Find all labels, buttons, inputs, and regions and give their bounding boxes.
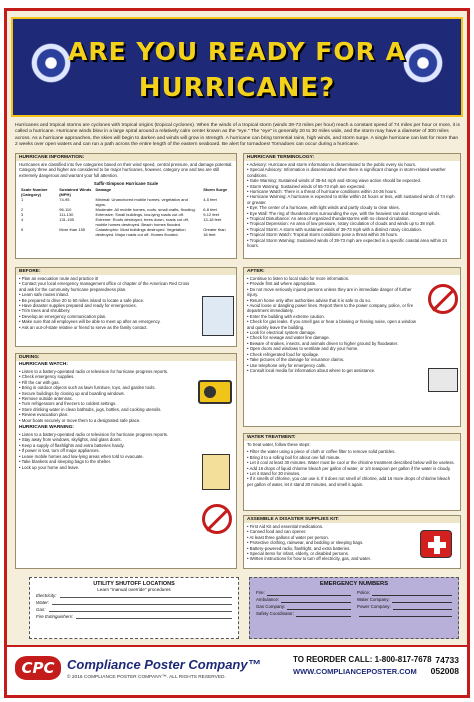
table-cell: 111-130 <box>59 212 74 218</box>
warning-heading: HURRICANE WARNING: <box>16 424 236 431</box>
scale-title: Saffir-Simpson Hurricane Scale <box>93 181 159 187</box>
emergency-field <box>256 596 351 603</box>
after-item: • Consult local media for information about where to get assistance. <box>247 368 417 373</box>
emergency-field <box>357 603 452 610</box>
table-header: Scale Number (Category) <box>21 187 48 198</box>
write-in-line[interactable] <box>52 600 232 605</box>
kit-item: • Special items for infant, elderly, or disabled persons. <box>247 551 411 556</box>
field-label: Police: <box>357 590 371 595</box>
field-label: Safety Coordinator: <box>256 611 294 616</box>
no-candle-icon <box>202 504 232 534</box>
section-heading: HURRICANE TERMINOLOGY: <box>244 154 460 161</box>
footer <box>7 645 467 695</box>
field-label: Fire Extinguishers: <box>36 614 74 619</box>
table-row <box>19 217 230 227</box>
watch-item: • Moor boats securely or move them to a designated safe place. <box>19 418 189 423</box>
water-step: • Let it stand for 30 minutes. <box>247 471 457 476</box>
terminology-item: • Hurricane Watch: There is a threat of hurricane conditions within 24-36 hours. <box>247 189 457 194</box>
terminology-list <box>244 161 460 250</box>
table-header: Sustained Winds (MPH) <box>59 187 92 198</box>
write-in-line[interactable] <box>392 596 452 603</box>
after-item: • Enter the building with extreme caution. <box>247 314 417 319</box>
water-step: • Let it cool at least 30 minutes. Water must be cool or the chlorine treatment described below will be useless. <box>247 460 457 465</box>
kit-item: • Protective clothing, rainwear, and bedding or sleeping bags. <box>247 540 411 545</box>
emergency-field <box>357 589 452 596</box>
before-item: • Develop an emergency communication plan. <box>19 314 193 319</box>
table-cell: Catastrophic: Most buildings destroyed. Vegetation destroyed. Major roads cut off. Homes flooded. <box>95 227 186 238</box>
kit-item: • Battery-powered radio, flashlight, and extra batteries. <box>247 546 411 551</box>
supplies-kit-section <box>243 515 461 569</box>
write-in-line[interactable] <box>372 589 452 596</box>
utility-subtitle: Learn "manual override" procedures <box>97 587 171 592</box>
terminology-item: • Tropical Storm Watch: Tropical storm conditions pose a threat within 36 hours. <box>247 232 457 237</box>
telephone-icon <box>428 368 458 392</box>
cpc-logo: CPC <box>15 656 61 680</box>
table-cell: 131-155 <box>59 217 74 223</box>
emergency-field <box>357 596 452 603</box>
utility-field <box>30 599 238 606</box>
utility-shutoff-box <box>29 577 239 639</box>
section-heading: ASSEMBLE A DISASTER SUPPLIES KIT: <box>244 516 460 523</box>
emergency-numbers-box <box>249 577 459 639</box>
section-heading: HURRICANE INFORMATION: <box>16 154 236 161</box>
watch-item: • Check emergency supplies. <box>19 374 189 379</box>
write-in-line[interactable] <box>60 593 232 598</box>
emergency-title: EMERGENCY NUMBERS <box>319 581 389 587</box>
no-power-lines-icon <box>428 284 458 314</box>
terminology-item: • Tropical Depression: An area of low pressure, rotary circulation of clouds and winds up to 38 mph. <box>247 221 457 226</box>
before-list <box>16 275 196 331</box>
watch-item: • Turn refrigerators and freezers to coldest settings. <box>19 401 189 406</box>
table-cell: 13-18 feet <box>203 217 222 223</box>
table-cell: 96-110 <box>59 207 72 213</box>
before-item: • Trim trees and shrubbery. <box>19 308 193 313</box>
watch-item: • Review evacuation plan. <box>19 412 189 417</box>
field-label: Electricity: <box>36 593 57 598</box>
website-link[interactable]: WWW.COMPLIANCEPOSTER.COM <box>293 667 417 676</box>
terminology-item: • Storm Warning: Sustained winds of 55-73 mph are expected. <box>247 184 457 189</box>
terminology-item: • Gale Warning: Sustained winds of 35-54 mph and strong wave action should be expected. <box>247 178 457 183</box>
before-item: • Plan an evacuation route and practice it! <box>19 276 193 281</box>
kit-item: • Canned food and can opener. <box>247 529 411 534</box>
copyright: © 2016 COMPLIANCE POSTER COMPANY™. ALL RIGHTS RESERVED. <box>67 675 226 680</box>
field-label: Ambulance: <box>256 597 280 602</box>
after-item: • Do not move seriously injured persons unless they are in immediate danger of further injury. <box>247 287 417 298</box>
terminology-item: • Hurricane Warning: A hurricane is expected to strike within 24 hours or less, with sustained winds of 74 mph or greater. <box>247 194 457 205</box>
watch-item: • Fill the car with gas. <box>19 380 189 385</box>
after-item: • Return home only after authorities advise that it is safe to do so. <box>247 298 417 303</box>
table-cell: Greater than 18 feet <box>203 227 226 238</box>
table-cell: Minimal: Unanchored mobile homes, vegetation and signs. <box>95 197 188 208</box>
warning-item: • Take blankets and sleeping bags to the shelter. <box>19 459 189 464</box>
write-in-line[interactable] <box>287 603 351 610</box>
section-heading: AFTER: <box>244 268 460 275</box>
water-lead: To treat water, follow these steps: <box>247 442 311 447</box>
terminology-item: • Advisory: Hurricane and storm information is disseminated to the public every six hours. <box>247 162 457 167</box>
table-cell: 4-5 feet <box>203 197 217 203</box>
utility-field <box>30 606 238 613</box>
kit-list <box>244 523 414 563</box>
hurricane-terminology-section <box>243 153 461 259</box>
after-item: • Check for sewage and water line damage. <box>247 335 417 340</box>
watch-item: • Store drinking water in clean bathtubs, jugs, bottles, and cooking utensils. <box>19 407 189 412</box>
terminology-item: • Tropical Storm: A storm with sustained winds of 39-73 mph with a distinct rotary circulation. <box>247 227 457 232</box>
water-step: • If it smells of chlorine, you can use it. If it does not smell of chlorine, add 16 more drops of chlorine bleach per gallon of water, let it stand 30 minutes, and smell it again. <box>247 476 457 487</box>
evacuation-sign-icon <box>202 454 230 490</box>
write-in-line[interactable] <box>267 589 351 596</box>
warning-item: • Stay away from windows, skylights, and glass doors. <box>19 437 189 442</box>
table-cell: 6-8 feet <box>203 207 217 213</box>
after-item: • Use telephone only for emergency calls. <box>247 363 417 368</box>
table-row <box>19 197 230 207</box>
after-item: • Open doors and windows to ventilate and dry your home. <box>247 346 417 351</box>
emergency-field <box>256 603 351 610</box>
table-cell: 3 <box>21 212 24 218</box>
watch-item: • Secure buildings by closing up and boarding windows. <box>19 391 189 396</box>
after-item: • Take pictures of the damage for insurance claims. <box>247 357 417 362</box>
before-item: • Make sure that all employees will be able to meet up after an emergency. <box>19 319 193 324</box>
water-list <box>244 448 460 488</box>
table-cell: 5 <box>21 227 24 233</box>
table-cell: More than 155 <box>59 227 86 233</box>
watch-item: • Remove outside antennas. <box>19 396 189 401</box>
table-header: Damage <box>95 187 112 193</box>
section-heading: BEFORE: <box>16 268 236 275</box>
warning-item: • Listen to a battery-operated radio or television for hurricane progress reports. <box>19 432 189 437</box>
after-item: • Avoid loose or dangling power lines. Report them to the power company, police, or fire department immediately. <box>247 303 417 314</box>
table-cell: 4 <box>21 217 24 223</box>
watch-list <box>16 368 192 424</box>
warning-list <box>16 431 192 471</box>
water-step: • Bring it to a rolling boil for about one full minute. <box>247 455 457 460</box>
section-heading: DURING: <box>16 354 236 361</box>
radio-icon <box>198 380 232 404</box>
kit-item: • First Aid Kit and essential medications. <box>247 524 411 529</box>
terminology-item: • Tropical Storm Warning: Sustained winds of 39-73 mph are expected in a specific coastal area within 24 hours. <box>247 238 457 249</box>
after-item: • Continue to listen to local radio for more information. <box>247 276 417 281</box>
before-item: • Have disaster supplies prepared and ready for emergencies. <box>19 303 193 308</box>
warning-item: • If power is lost, turn off major appliances. <box>19 448 189 453</box>
emergency-field <box>357 610 452 617</box>
kit-item: • At least three gallons of water per person. <box>247 535 411 540</box>
write-in-line[interactable] <box>281 596 351 603</box>
poster-title-line2: HURRICANE? <box>138 73 336 103</box>
info-text: Hurricanes are classified into five categories based on their wind speed, central pressure, and damage potential. Category three and higher are considered to be major hurricanes, however, category one and two are still extremely dangerous and warrant your full attention. <box>19 162 233 178</box>
terminology-item: • Special Advisory: Information is disseminated when there is significant change in storm-related weather conditions. <box>247 167 457 178</box>
before-item: • Be prepared to drive 20 to 50 miles inland to locate a safe place. <box>19 298 193 303</box>
field-label: Water: <box>36 600 50 605</box>
brand-name: Compliance Poster Company™ <box>67 657 261 672</box>
title-banner <box>11 17 463 117</box>
poster-code: 74733 <box>435 655 459 665</box>
watch-item: • Bring in outdoor objects such as lawn furniture, toys, and garden tools. <box>19 385 189 390</box>
table-cell: 1 <box>21 197 24 203</box>
table-cell: 9-12 feet <box>203 212 219 218</box>
before-section <box>15 267 237 347</box>
table-cell: Extreme: Roofs destroyed, trees down, roads cut off, mobile homes destroyed. Beach homes flooded. <box>95 217 189 228</box>
intro-paragraph: Hurricanes and tropical storms are cyclones with tropical origins (tropical cyclones). When the winds of a tropical storm (winds 39-73 miles per hour) reach a constant speed of 74 miles per hour or more, it is called a hurricane. Hurricane winds blow in a large spiral around a relatively calm center known as the "eye." The "eye" is generally 20 to 30 miles wide, and the storm may have a diameter of 300 miles across. As a hurricane approaches, the skies will begin to darken and winds will grow in strength. A hurricane can bring torrential rains, high winds, and storm surge. A single hurricane can last for more than 2 weeks over open waters and can run a path across the entire length of the eastern seaboard. Be alert for tornadoes! Tornadoes can occur during a hurricane. <box>15 123 460 148</box>
poster-codes <box>431 655 459 677</box>
table-cell: 2 <box>21 207 24 213</box>
field-label: Gas: <box>36 607 46 612</box>
water-step: • Add 16 drops of liquid chlorine bleach per gallon of water, or 1/4 teaspoon per gallon if the water is cloudy. <box>247 466 457 471</box>
write-in-line[interactable] <box>296 610 351 617</box>
field-label: Water Company: <box>357 597 390 602</box>
write-in-line[interactable] <box>393 603 452 610</box>
table-cell: Extensive: Small buildings, low-lying roads cut off. <box>95 212 184 218</box>
watch-item: • Listen to a battery-operated radio or television for hurricane progress reports. <box>19 369 189 374</box>
table-row <box>19 227 230 237</box>
warning-item: • Lock up your home and leave. <box>19 465 189 470</box>
utility-title: UTILITY SHUTOFF LOCATIONS <box>93 581 175 587</box>
saffir-simpson-table <box>19 187 230 237</box>
kit-item: • Written instructions for how to turn off electricity, gas, and water. <box>247 556 411 561</box>
after-item: • Look for electrical system damage. <box>247 330 417 335</box>
warning-item: • Keep a supply of flashlights and extra batteries handy. <box>19 443 189 448</box>
after-list <box>244 275 420 374</box>
field-label: Power Company: <box>357 604 391 609</box>
table-cell: 74-95 <box>59 197 70 203</box>
reorder-phone: TO REORDER CALL: 1-800-817-7678 <box>293 655 432 664</box>
field-label: Fire: <box>256 590 265 595</box>
before-item: • Learn safe routes inland. <box>19 292 193 297</box>
write-in-line[interactable] <box>49 607 232 612</box>
after-item: • Check for gas leaks. If you smell gas or hear a blowing or hissing noise, open a window and quickly leave the building. <box>247 319 417 330</box>
terminology-item: • Eye: The center of a hurricane, with light winds and partly cloudy to clear skies. <box>247 205 457 210</box>
terminology-item: • Eye Wall: The ring of thunderstorms surrounding the eye, with the heaviest rain and strongest winds. <box>247 211 457 216</box>
hurricane-information-section <box>15 153 237 259</box>
after-section <box>243 267 461 427</box>
first-aid-kit-icon <box>420 530 452 558</box>
section-heading: WATER TREATMENT: <box>244 434 460 441</box>
after-item: • Check refrigerated food for spoilage. <box>247 352 417 357</box>
after-item: • Provide first aid where appropriate. <box>247 281 417 286</box>
water-step: • Filter the water using a piece of cloth or coffee filter to remove solid particles. <box>247 449 457 454</box>
watch-heading: HURRICANE WATCH: <box>16 361 236 368</box>
poster-date-code: 052008 <box>430 666 459 676</box>
before-item: • Contact your local emergency management office or chapter of the American Red Cross and ask for the community hurricane preparedness plan. <box>19 281 193 292</box>
terminology-item: • Tropical Disturbance: An area of organized thunderstorms with no closed circulation. <box>247 216 457 221</box>
write-in-line[interactable] <box>76 614 232 619</box>
after-item: • Beware of snakes, insects, and animals driven to higher ground by floodwater. <box>247 341 417 346</box>
emergency-field <box>256 610 351 617</box>
during-section <box>15 353 237 569</box>
utility-field <box>30 592 238 599</box>
emergency-field <box>256 589 351 596</box>
poster-title-line1: ARE YOU READY FOR A <box>68 37 406 66</box>
utility-field <box>30 613 238 620</box>
field-label: Gas Company: <box>256 604 286 609</box>
water-treatment-section <box>243 433 461 511</box>
family-illustration <box>202 296 234 336</box>
write-in-line[interactable] <box>359 610 452 617</box>
warning-item: • Leave mobile homes and low-lying areas when told to evacuate. <box>19 454 189 459</box>
table-header: Storm Surge <box>203 187 228 193</box>
poster <box>4 8 470 698</box>
before-item: • Ask an out-of-state relative or friend to serve as the family contact. <box>19 325 193 330</box>
table-cell: Moderate: All mobile homes, roofs, small crafts, flooding. <box>95 207 196 213</box>
